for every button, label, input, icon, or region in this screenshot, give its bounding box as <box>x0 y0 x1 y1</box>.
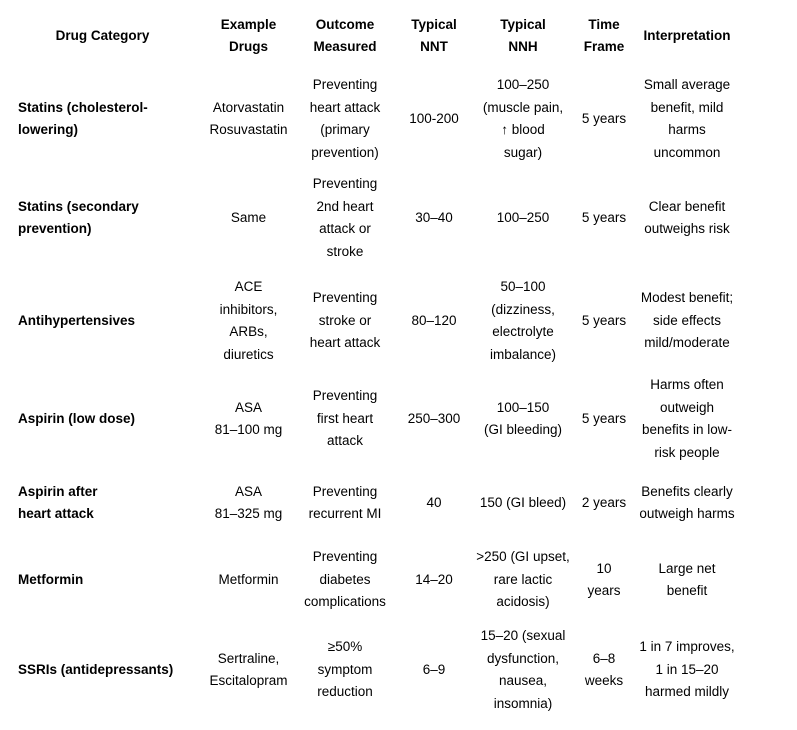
interpretation-cell: Large net benefit <box>658 560 716 598</box>
time-frame-cell: 10 years <box>587 560 621 598</box>
interpretation-cell: Clear benefit outweighs risk <box>644 198 730 236</box>
nnt-cell: 250–300 <box>407 410 461 426</box>
nnh-cell: >250 (GI upset, rare lactic acidosis) <box>476 549 570 610</box>
nnh-cell: 100–250 <box>496 209 550 225</box>
drug-category-cell: Aspirin (low dose) <box>18 410 136 426</box>
nnt-cell: 30–40 <box>415 209 453 225</box>
nnh-cell: 150 (GI bleed) <box>479 494 567 510</box>
drug-category-cell: Statins (secondary prevention) <box>18 198 139 236</box>
drug-category-cell: Antihypertensives <box>18 312 136 328</box>
interpretation-cell: Modest benefit; side effects mild/moderate <box>640 290 734 351</box>
drug-category-cell: Metformin <box>18 571 84 587</box>
header-interpretation: Interpretation <box>643 27 731 43</box>
example-drugs-cell: Same <box>230 209 267 225</box>
time-frame-cell: 2 years <box>581 494 627 510</box>
table-row <box>0 466 742 540</box>
outcome-cell: ≥50% symptom reduction <box>317 639 373 700</box>
table-row <box>0 166 742 270</box>
time-frame-cell: 5 years <box>581 110 627 126</box>
nnh-cell: 15–20 (sexual dysfunction, nausea, insomnia) <box>480 628 566 711</box>
table-row <box>0 540 742 620</box>
header-row <box>0 0 742 72</box>
nnt-cell: 6–9 <box>422 661 446 677</box>
nnh-cell: 50–100 (dizziness, electrolyte imbalance) <box>489 279 557 362</box>
example-drugs-cell: ASA 81–100 mg <box>214 399 283 437</box>
interpretation-cell: 1 in 7 improves, 1 in 15–20 harmed mildly <box>639 639 735 700</box>
drug-category-cell: Statins (cholesterol- lowering) <box>18 99 148 137</box>
outcome-cell: Preventing stroke or heart attack <box>309 290 381 351</box>
header-drug-category: Drug Category <box>55 27 150 43</box>
example-drugs-cell: ASA 81–325 mg <box>214 483 283 521</box>
interpretation-cell: Small average benefit, mild harms uncommon <box>643 77 731 160</box>
table-row <box>0 620 742 720</box>
drug-category-cell: Aspirin after heart attack <box>18 483 98 521</box>
table-row <box>0 270 742 372</box>
header-typical-nnh: Typical NNH <box>500 16 546 54</box>
header-time-frame: Time Frame <box>583 16 625 54</box>
outcome-cell: Preventing 2nd heart attack or stroke <box>312 176 378 259</box>
nnt-cell: 80–120 <box>411 312 457 328</box>
example-drugs-cell: Atorvastatin Rosuvastatin <box>209 99 288 137</box>
interpretation-cell: Benefits clearly outweigh harms <box>639 483 735 521</box>
time-frame-cell: 5 years <box>581 410 627 426</box>
interpretation-cell: Harms often outweigh benefits in low- risk people <box>641 377 733 460</box>
nnt-cell: 100-200 <box>409 110 459 126</box>
time-frame-cell: 5 years <box>581 312 627 328</box>
table-row <box>0 372 742 466</box>
outcome-cell: Preventing diabetes complications <box>304 549 386 610</box>
nnh-cell: 100–250 (muscle pain, ↑ blood sugar) <box>482 77 564 160</box>
example-drugs-cell: Metformin <box>218 571 279 587</box>
header-typical-nnt: Typical NNT <box>411 16 457 54</box>
time-frame-cell: 6–8 weeks <box>584 650 624 688</box>
time-frame-cell: 5 years <box>581 209 627 225</box>
header-example-drugs: Example Drugs <box>220 16 277 54</box>
nnt-cell: 40 <box>426 494 442 510</box>
table-row <box>0 72 742 166</box>
outcome-cell: Preventing first heart attack <box>312 388 378 449</box>
drug-category-cell: SSRIs (antidepressants) <box>18 661 174 677</box>
nnh-cell: 100–150 (GI bleeding) <box>483 399 563 437</box>
example-drugs-cell: Sertraline, Escitalopram <box>209 650 288 688</box>
outcome-cell: Preventing heart attack (primary prevention) <box>309 77 381 160</box>
header-outcome-measured: Outcome Measured <box>313 16 377 54</box>
outcome-cell: Preventing recurrent MI <box>308 483 382 521</box>
example-drugs-cell: ACE inhibitors, ARBs, diuretics <box>219 279 278 362</box>
nnt-cell: 14–20 <box>415 571 453 587</box>
